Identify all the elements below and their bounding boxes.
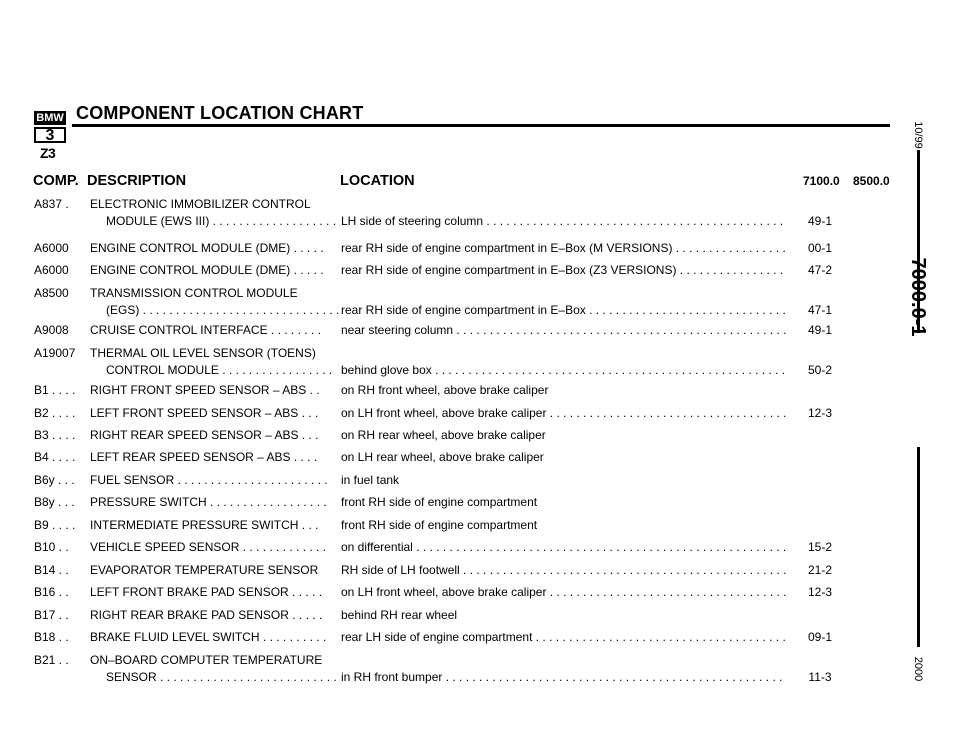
component-code: B6y . . . — [34, 473, 75, 487]
component-code: B2 . . . . — [34, 406, 76, 420]
component-code: A9008 — [34, 323, 69, 337]
side-page-number: 7000.0-1 — [907, 257, 929, 337]
component-location: on LH front wheel, above brake caliper . . . . . . . . . . . . . . . . . . . . . . . . . . . . . . . . . . . . — [341, 585, 787, 599]
column-header-location: LOCATION — [340, 173, 415, 189]
table-row — [0, 517, 960, 533]
table-row — [0, 262, 960, 278]
component-description: ON–BOARD COMPUTER TEMPERATURE — [90, 653, 323, 667]
component-location: LH side of steering column . . . . . . . . . . . . . . . . . . . . . . . . . . . . . . . . . . . . . . . . . . . . . — [341, 214, 784, 228]
margin-rule-lower — [917, 447, 920, 647]
component-description: ENGINE CONTROL MODULE (DME) . . . . . — [90, 263, 324, 277]
component-location: front RH side of engine compartment — [341, 495, 538, 509]
component-code: B9 . . . . — [34, 518, 76, 532]
component-location: behind glove box . . . . . . . . . . . . . . . . . . . . . . . . . . . . . . . . . . . . . . . . . . . . . . . . . . . . . — [341, 363, 786, 377]
component-code: A6000 — [34, 241, 69, 255]
component-location: on RH rear wheel, above brake caliper — [341, 428, 546, 442]
reference-number: 00-1 — [807, 241, 833, 255]
reference-number: 49-1 — [807, 323, 833, 337]
table-row — [0, 652, 960, 686]
component-description: RIGHT REAR SPEED SENSOR – ABS . . . — [90, 428, 319, 442]
component-description: TRANSMISSION CONTROL MODULE — [90, 286, 298, 300]
component-description-cont: MODULE (EWS III) . . . . . . . . . . . . . . . . . . . — [106, 214, 337, 228]
reference-number: 11-3 — [808, 670, 832, 684]
component-description-cont: SENSOR . . . . . . . . . . . . . . . . . . . . . . . . . . . — [106, 670, 337, 684]
table-row — [0, 322, 960, 338]
component-description: THERMAL OIL LEVEL SENSOR (TOENS) — [90, 346, 316, 360]
component-location: rear LH side of engine compartment . . . . . . . . . . . . . . . . . . . . . . . . . . . . . . . . . . . . . . — [341, 630, 786, 644]
reference-number: 21-2 — [807, 563, 833, 577]
table-row — [0, 472, 960, 488]
component-description: LEFT FRONT BRAKE PAD SENSOR . . . . . — [90, 585, 323, 599]
reference-number: 12-3 — [807, 406, 833, 420]
component-description: LEFT FRONT SPEED SENSOR – ABS . . . — [90, 406, 319, 420]
component-description: EVAPORATOR TEMPERATURE SENSOR — [90, 563, 319, 577]
component-location: in RH front bumper . . . . . . . . . . . . . . . . . . . . . . . . . . . . . . . . . . . . . . . . . . . . . . . . . . . — [341, 670, 783, 684]
logo-series: 3 — [34, 127, 66, 143]
reference-number: 50-2 — [807, 363, 833, 377]
component-location: RH side of LH footwell . . . . . . . . . . . . . . . . . . . . . . . . . . . . . . . . . . . . . . . . . . . . . . . . . — [341, 563, 787, 577]
table-row — [0, 382, 960, 398]
component-location: rear RH side of engine compartment in E–Box . . . . . . . . . . . . . . . . . . . . . . . . . . . . . . — [341, 303, 786, 317]
column-header-ref2: 8500.0 — [853, 174, 890, 188]
component-description: BRAKE FLUID LEVEL SWITCH . . . . . . . . . . — [90, 630, 327, 644]
component-code: B16 . . — [34, 585, 69, 599]
table-row — [0, 345, 960, 379]
logo-brand: BMW — [34, 111, 66, 125]
table-row — [0, 607, 960, 623]
component-description: ELECTRONIC IMMOBILIZER CONTROL — [90, 197, 311, 211]
component-code: B21 . . — [34, 653, 69, 667]
component-description-cont: CONTROL MODULE . . . . . . . . . . . . . . . . . — [106, 363, 333, 377]
component-description: PRESSURE SWITCH . . . . . . . . . . . . . . . . . . — [90, 495, 327, 509]
component-location: on RH front wheel, above brake caliper — [341, 383, 549, 397]
component-description-cont: (EGS) . . . . . . . . . . . . . . . . . . . . . . . . . . . . . . — [106, 303, 340, 317]
table-row — [0, 405, 960, 421]
table-row — [0, 449, 960, 465]
component-description: RIGHT FRONT SPEED SENSOR – ABS . . — [90, 383, 320, 397]
component-description: CRUISE CONTROL INTERFACE . . . . . . . . — [90, 323, 321, 337]
component-description: FUEL SENSOR . . . . . . . . . . . . . . . . . . . . . . . — [90, 473, 328, 487]
component-location: behind RH rear wheel — [341, 608, 458, 622]
column-header-comp: COMP. — [33, 173, 79, 189]
component-location: on differential . . . . . . . . . . . . . . . . . . . . . . . . . . . . . . . . . . . . . . . . . . . . . . . . . . . . . . . . — [341, 540, 787, 554]
component-code: A6000 — [34, 263, 69, 277]
component-code: B4 . . . . — [34, 450, 76, 464]
component-location: on LH rear wheel, above brake caliper — [341, 450, 544, 464]
component-code: B17 . . — [34, 608, 69, 622]
reference-number: 09-1 — [807, 630, 833, 644]
table-row — [0, 285, 960, 319]
table-row — [0, 539, 960, 555]
table-row — [0, 494, 960, 510]
component-location: near steering column . . . . . . . . . . . . . . . . . . . . . . . . . . . . . . . . . . . . . . . . . . . . . . . . . . — [341, 323, 787, 337]
table-row — [0, 584, 960, 600]
reference-number: 49-1 — [807, 214, 833, 228]
component-code: A19007 — [34, 346, 76, 360]
reference-number: 47-2 — [807, 263, 833, 277]
component-code: B8y . . . — [34, 495, 75, 509]
component-description: INTERMEDIATE PRESSURE SWITCH . . . — [90, 518, 319, 532]
column-header-description: DESCRIPTION — [87, 173, 187, 189]
reference-number: 15-2 — [807, 540, 833, 554]
table-row — [0, 427, 960, 443]
component-location: on LH front wheel, above brake caliper . . . . . . . . . . . . . . . . . . . . . . . . . . . . . . . . . . . . — [341, 406, 787, 420]
component-code: B18 . . — [34, 630, 69, 644]
table-row — [0, 196, 960, 230]
reference-number: 12-3 — [807, 585, 833, 599]
component-code: B1 . . . . — [34, 383, 76, 397]
component-description: VEHICLE SPEED SENSOR . . . . . . . . . . . . . — [90, 540, 327, 554]
reference-number: 47-1 — [807, 303, 833, 317]
component-code: B3 . . . . — [34, 428, 76, 442]
table-row — [0, 629, 960, 645]
component-location: front RH side of engine compartment — [341, 518, 538, 532]
side-year: 2000 — [912, 656, 924, 682]
component-description: RIGHT REAR BRAKE PAD SENSOR . . . . . — [90, 608, 323, 622]
model-label: Z3 — [40, 145, 56, 161]
component-description: ENGINE CONTROL MODULE (DME) . . . . . — [90, 241, 324, 255]
component-location: in fuel tank — [341, 473, 400, 487]
table-row — [0, 562, 960, 578]
component-code: A8500 — [34, 286, 69, 300]
table-row — [0, 240, 960, 256]
component-code: A837 . — [34, 197, 69, 211]
column-header-ref1: 7100.0 — [803, 174, 840, 188]
component-code: B14 . . — [34, 563, 69, 577]
component-code: B10 . . — [34, 540, 69, 554]
title-rule — [72, 124, 890, 127]
component-description: LEFT REAR SPEED SENSOR – ABS . . . . — [90, 450, 318, 464]
bmw-z3-logo — [30, 108, 68, 161]
side-date: 10/99 — [912, 121, 924, 149]
component-location: rear RH side of engine compartment in E–Box (Z3 VERSIONS) . . . . . . . . . . . . . . . . — [341, 263, 784, 277]
component-location: rear RH side of engine compartment in E–Box (M VERSIONS) . . . . . . . . . . . . . . . . . — [341, 241, 786, 255]
page-title: COMPONENT LOCATION CHART — [76, 103, 364, 123]
